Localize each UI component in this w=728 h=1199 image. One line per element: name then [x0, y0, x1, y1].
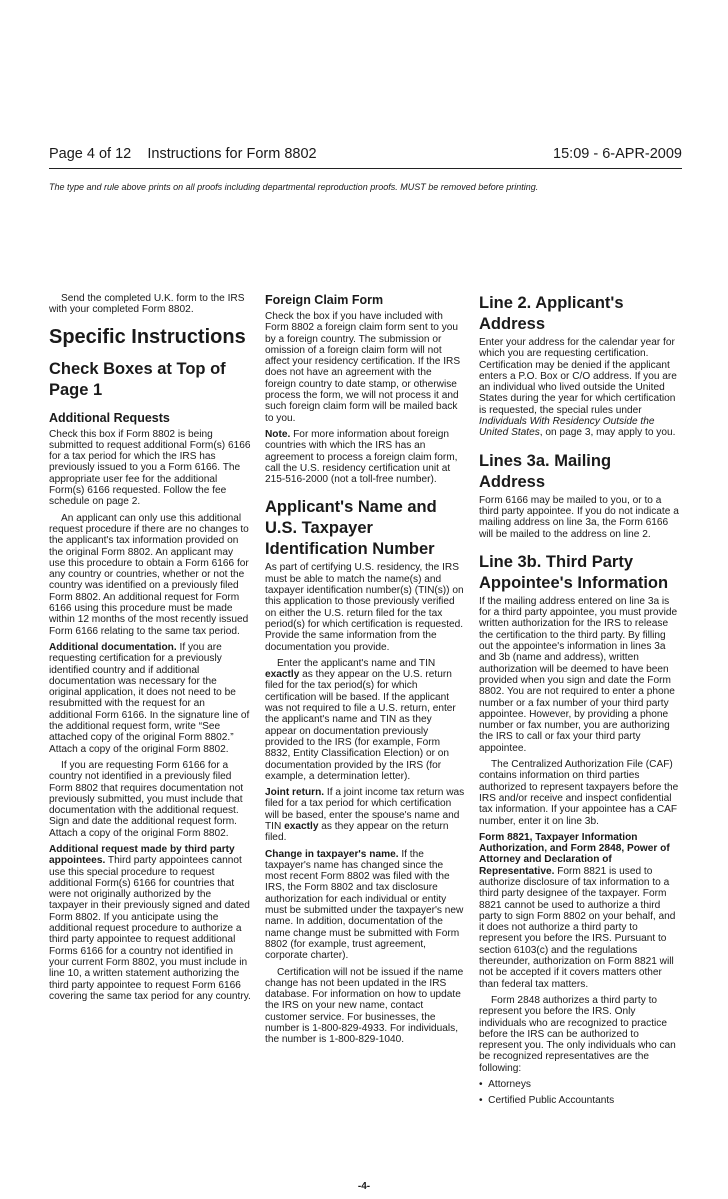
- paragraph: Check this box if Form 8802 is being submitted to request additional Form(s) 6166 for a tax period for which the IRS has previously issued to you a Form 6166. The appropriate user fee for the additional Form(s) 6166 requested. Follow the fee schedule on page 2.: [49, 428, 251, 508]
- heading-line-2: Line 2. Applicant's Address: [479, 294, 624, 333]
- running-header-left: Page 4 of 12 Instructions for Form 8802: [49, 146, 317, 162]
- paragraph: The Centralized Authorization File (CAF) contains information on third parties authorized to represent taxpayers before the IRS and/or receive and inspect confidential tax information. If your appointee has a CAF number, enter it on line 3b.: [479, 759, 679, 827]
- header-rule: [49, 168, 682, 169]
- paragraph: An applicant can only use this additional request procedure if there are no changes to the applicant's tax information provided on the original Form 8802. An applicant may use this procedure to obtain a Form 6166 for any country or countries, whether or not the country was identified on a previously filed Form 8802. An additional request for Form 6166 using this procedure must be made within 12 months of the most recently issued Form 6166 relating to the same tax period.: [49, 512, 249, 637]
- paragraph: Certification will not be issued if the name change has not been updated in the IRS database. For information on how to update the IRS on your new name, contact customer service. For businesses, the number is 1-800-829-4933. For individuals, the number is 1-800-829-1040.: [265, 966, 464, 1046]
- paragraph: If the mailing address entered on line 3a is for a third party appointee, you must provide written authorization for the IRS to release the certification to the third party. By filling out the appointee's information in lines 3a and 3b (name and address), written authorization will be deemed to have been provided when you sign and date the Form 8802. You are not required to enter a phone number or a fax number of your third party appointee. However, by providing a phone number or fax number, you are authorizing the IRS to call or fax your third party appointee.: [479, 595, 678, 754]
- paragraph: Joint return. If a joint income tax return was filed for a tax period for which certification will be based, enter the spouse's name and TIN exactly as they appear on the return filed.: [265, 787, 465, 844]
- run-in-heading: Form 8821, Taxpayer Information Authorization, and Form 2848, Power of Attorney and Declaration of Representative.: [479, 831, 670, 877]
- paragraph: Enter the applicant's name and TIN exactly as they appear on the U.S. return filed for the tax period(s) for which certification will be based. If the applicant was not required to file a U.S. return, enter the applicant's name and TIN as they appear on documentation previously provided to the IRS (for example, Form 8832, Entity Classification Election) or on documentation provided by the IRS (for example, a determination letter).: [265, 657, 456, 782]
- paragraph: Form 6166 may be mailed to you, or to a third party appointee. If you do not indicate a mailing address on line 3a, the Form 6166 will be mailed to the address on line 2.: [479, 494, 679, 540]
- heading-line-3b: Line 3b. Third Party Appointee's Information: [479, 552, 669, 592]
- heading-applicant-name-tin: Applicant's Name and U.S. Taxpayer Identification Number: [265, 498, 437, 559]
- paragraph: Check the box if you have included with Form 8802 a foreign claim form sent to you by a foreign country. The submission or omission of a foreign claim form will not affect your residency certification. If the IRS does not have an agreement with the foreign country to date stamp, or otherwise process the form, we will not process it and such foreign claim form will be mailed back to you.: [265, 311, 461, 424]
- paragraph: Additional documentation. If you are requesting certification for a previously identified country and if additional documentation was necessary for the original application, it does not need to be resubmitted with the request for an additional Form 6166. In the signature line of the additional request form, write “See attached copy of the original Form 8802.” Attach a copy of the original Form 8802.: [49, 641, 250, 755]
- column-1: [49, 293, 251, 1007]
- heading-line-3a: Lines 3a. Mailing Address: [479, 451, 612, 491]
- paragraph: Form 8821, Taxpayer Information Authorization, and Form 2848, Power of Attorney and Declaration of Representative. Form 8821 is used to authorize disclosure of tax information to a third party designee of the taxpayer. Form 8821 cannot be used to authorize a third party to sign Form 8802 on your behalf, and it does not authorize a third party to represent you before the IRS. Pursuant to section 6103(c) and the regulations thereunder, authorization on Form 8821 will not be accepted if it covers matters other than federal tax matters.: [479, 831, 676, 990]
- paragraph: Change in taxpayer's name. If the taxpayer's name has changed since the most recent Form 8802 was filed with the IRS, the Form 8802 and tax disclosure authorization for each individual or entity must be submitted under the taxpayer's new name. In addition, documentation of the name change must be submitted with Form 8802 (for example, trust agreement, corporate charter).: [265, 848, 464, 962]
- bullet-item: • Attorneys: [479, 1079, 531, 1091]
- paragraph: If you are requesting Form 6166 for a country not identified in a previously filed Form 8802 that requires documentation not previously submitted, you must include that documentation with the additional request. Sign and date the additional request form. Attach a copy of the original Form 8802.: [49, 759, 244, 839]
- run-in-heading: Additional documentation.: [49, 641, 177, 653]
- column-2: [265, 293, 465, 1051]
- paragraph: As part of certifying U.S. residency, the IRS must be able to match the name(s) and taxpayer identification number(s) (TIN(s)) on this application to those previously verified on either the U.S. return filed for the tax period(s) for which certification is requested. Provide the same information from the documentation you provide.: [265, 562, 464, 653]
- run-in-heading: Joint return.: [265, 787, 325, 799]
- column-3: [479, 293, 681, 1112]
- heading-check-boxes: Check Boxes at Top of Page 1: [49, 359, 226, 399]
- bullet-item: • Certified Public Accountants: [479, 1095, 615, 1107]
- heading-additional-requests: Additional Requests: [49, 410, 170, 425]
- running-header-right: 15:09 - 6-APR-2009: [553, 146, 682, 162]
- paragraph: Additional request made by third party appointees. Third party appointees cannot use this special procedure to request additional Form(s) 6166 for countries that were not originally authorized by the taxpayer in their previously signed and dated Form 8802. If you anticipate using the additional request procedure to authorize a third party appointee to request additional Forms 6166 for a country not identified in your current Form 8802, you must include in line 10, a written statement authorizing the third party appointee to request Form 6166 covering the same tax period for any country.: [49, 843, 251, 1002]
- heading-specific-instructions: Specific Instructions: [49, 325, 246, 348]
- heading-foreign-claim-form: Foreign Claim Form: [265, 293, 384, 307]
- intro-paragraph: Send the completed U.K. form to the IRS with your completed Form 8802.: [49, 293, 245, 316]
- paragraph: Enter your address for the calendar year for which you are requesting certification. Certification may be denied if the applicant enters a P.O. Box or C/O address. If you are an individual who lived outside the United States during the year for which certification is requested, the special rules under Individuals With Residency Outside the United States, on page 3, may apply to you.: [479, 337, 677, 439]
- page-number: -4-: [357, 1181, 371, 1192]
- proof-note: The type and rule above prints on all proofs including departmental reproduction proofs. MUST be removed before printing.: [49, 182, 539, 192]
- run-in-heading: Change in taxpayer's name.: [265, 848, 399, 860]
- paragraph: Note. For more information about foreign countries with which the IRS has an agreement to process a foreign claim form, call the U.S. residency certification unit at 215-516-2000 (not a toll-free number).: [265, 428, 458, 486]
- paragraph: Form 2848 authorizes a third party to represent you before the IRS. Only individuals who are recognized to practice before the IRS can be authorized to represent you. The only individuals who can be recognized representatives are the following:: [479, 994, 676, 1074]
- run-in-heading: Additional request made by third party appointees.: [49, 843, 235, 867]
- run-in-heading: Note.: [265, 428, 291, 440]
